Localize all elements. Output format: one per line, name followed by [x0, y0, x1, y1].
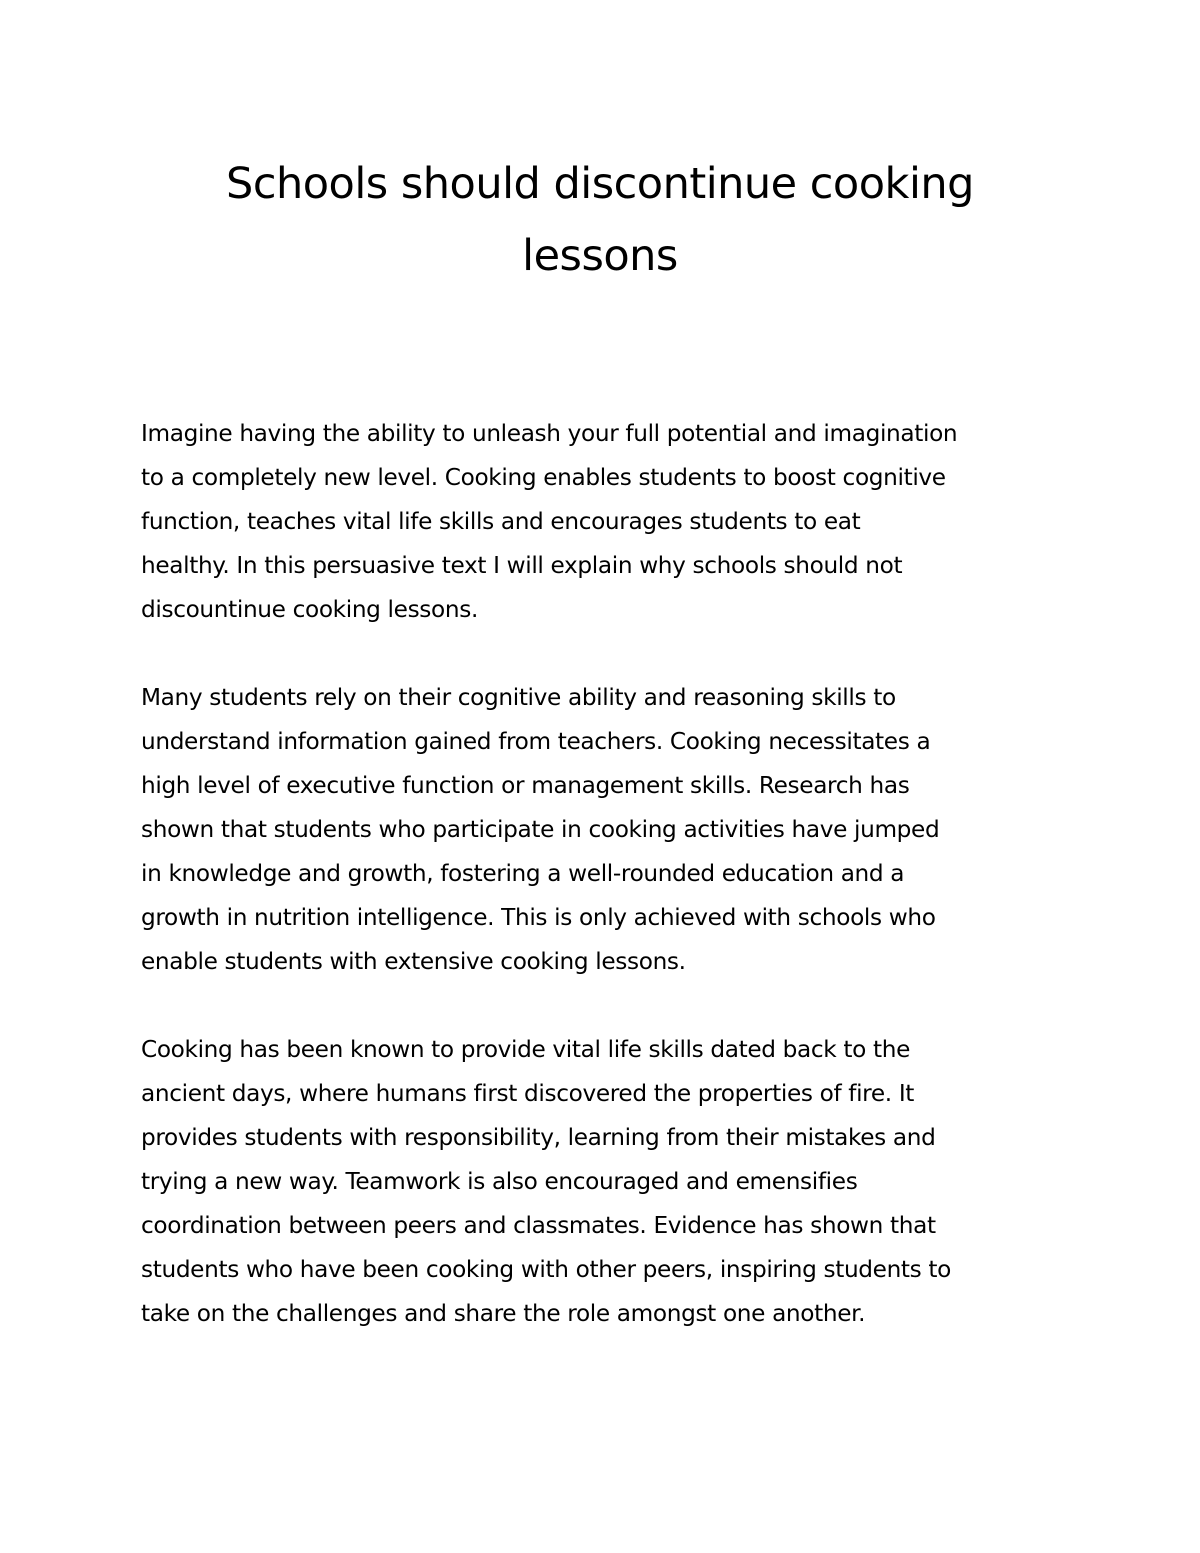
paragraph-cognitive-ability	[141, 676, 1081, 984]
text-line: students who have been cooking with other peers, inspiring students to	[141, 1256, 951, 1283]
text-line: Cooking has been known to provide vital life skills dated back to the	[141, 1036, 910, 1063]
text-line: in knowledge and growth, fostering a well-rounded education and a	[141, 860, 905, 887]
text-line: Many students rely on their cognitive ability and reasoning skills to	[141, 684, 896, 711]
document-body	[141, 412, 1081, 1336]
text-line: shown that students who participate in cooking activities have jumped	[141, 816, 940, 843]
title-line: Schools should discontinue cooking	[226, 159, 974, 209]
text-line: healthy. In this persuasive text I will explain why schools should not	[141, 552, 903, 579]
text-line: high level of executive function or management skills. Research has	[141, 772, 910, 799]
title-line: lessons	[522, 231, 678, 281]
paragraph-life-skills	[141, 1028, 1081, 1336]
text-line: take on the challenges and share the role amongst one another.	[141, 1300, 866, 1327]
document-title	[0, 148, 1200, 292]
paragraph-introduction	[141, 412, 1081, 632]
text-line: Imagine having the ability to unleash your full potential and imagination	[141, 420, 958, 447]
text-line: growth in nutrition intelligence. This is only achieved with schools who	[141, 904, 936, 931]
text-line: enable students with extensive cooking lessons.	[141, 948, 686, 975]
text-line: understand information gained from teachers. Cooking necessitates a	[141, 728, 931, 755]
text-line: ancient days, where humans first discovered the properties of fire. It	[141, 1080, 915, 1107]
text-line: coordination between peers and classmates. Evidence has shown that	[141, 1212, 936, 1239]
text-line: function, teaches vital life skills and encourages students to eat	[141, 508, 861, 535]
text-line: trying a new way. Teamwork is also encouraged and emensifies	[141, 1168, 858, 1195]
text-line: discountinue cooking lessons.	[141, 596, 478, 623]
text-line: to a completely new level. Cooking enables students to boost cognitive	[141, 464, 946, 491]
text-line: provides students with responsibility, learning from their mistakes and	[141, 1124, 936, 1151]
